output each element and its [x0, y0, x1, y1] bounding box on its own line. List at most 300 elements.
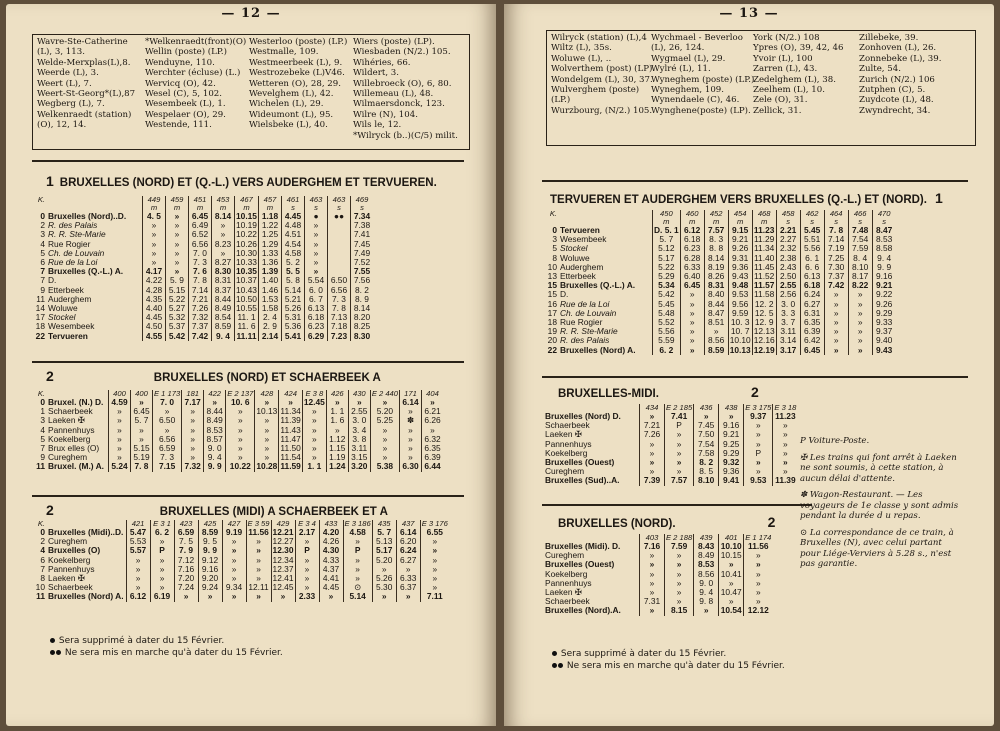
time-cell: » [348, 398, 370, 407]
time-cell: 1.24 [326, 462, 348, 471]
index-entry: Weert-St-Georg*(L),87 [37, 89, 136, 100]
station-name: Wesembeek [48, 321, 95, 332]
index-entry: Willemeau (L), 48. [353, 89, 434, 100]
time-cell: 6.42 [800, 336, 824, 345]
index-entry: Wyneghem (poste) (LP.) [651, 74, 755, 85]
train-number: 451 [189, 196, 212, 204]
station-name: Bruxelles (Midi). D. [545, 541, 621, 551]
time-cell: » [744, 440, 773, 449]
train-number: 400 [131, 390, 153, 398]
time-cell: » [295, 537, 319, 546]
timetable-row: 5 Ch. de Louvain » » 7. 0 » 10.30 1.33 4.58 » 7.49 [32, 249, 373, 258]
timetable-row: 4 Bruxelles (O) 5.57 P 7. 9 9. 9 » » 12.30 P 4.30 P 5.17 6.24 » [32, 546, 449, 555]
time-cell: 3.11 [776, 327, 800, 336]
time-cell: » [824, 336, 848, 345]
time-cell: 4.33 [319, 556, 343, 565]
time-cell: » [212, 221, 235, 230]
time-cell: 7.37 [824, 272, 848, 281]
time-cell: » [343, 537, 372, 546]
time-cell: 7.12 [174, 556, 198, 565]
station-name: Schaerbeek [48, 406, 93, 417]
time-cell: » [246, 592, 271, 601]
time-cell: 12. 5 [752, 309, 776, 318]
time-cell: » [226, 407, 255, 416]
time-cell: 11.29 [754, 234, 775, 245]
time-cell: 1. 6 [326, 416, 348, 425]
time-cell: 8.58 [872, 244, 896, 253]
index-entry: Welde-Merxplas(L),8. [37, 57, 131, 68]
footnote-start: Ne sera mis en marche qu'à dater du 15 Février. [50, 648, 283, 659]
time-cell: 5.59 [653, 336, 681, 345]
note-laeken: ✠ Les trains qui font arrêt à Laeken ne sont soumis, à cette station, à aucun délai d'attente. [800, 452, 957, 484]
time-cell: » [343, 565, 372, 574]
timetable-1-title: 1 BRUXELLES (NORD) ET (Q.-L.) VERS AUDERGHEM ET TERVUEREN. [46, 173, 437, 189]
time-cell: 7. 8 [131, 462, 153, 471]
time-cell: » [166, 249, 189, 258]
index-entry: Yvoir (L), 100 [753, 53, 813, 64]
time-cell: 7. 8 [824, 226, 848, 235]
time-cell: 10.50 [236, 293, 257, 304]
time-cell: 9.19 [222, 528, 246, 537]
time-cell: » [182, 407, 204, 416]
time-cell: 12. 9 [752, 318, 776, 327]
time-cell: » [131, 435, 153, 444]
timetable-1-right [544, 210, 896, 355]
time-cell: » [343, 556, 372, 565]
km-header: K. [37, 519, 45, 528]
time-cell: 1.33 [258, 249, 281, 258]
station-name: Cureghem [48, 452, 88, 463]
timetable-2-left [32, 390, 443, 472]
time-cell: 6.33 [396, 574, 420, 583]
train-number: 436 [694, 404, 719, 412]
time-cell: » [302, 453, 326, 462]
time-cell: » [255, 416, 279, 425]
time-cell: 9. 0 [694, 579, 719, 588]
time-cell: 8.27 [212, 258, 235, 267]
station-name: R. R. Ste-Marie [560, 326, 618, 337]
time-cell: ✽ [400, 416, 422, 425]
time-cell: 8.22 [848, 281, 872, 290]
time-cell: 6.56 [189, 240, 212, 249]
time-cell: 10. 7 [728, 327, 752, 336]
time-cell: 7.54 [694, 440, 719, 449]
timetable-row: 14 Woluwe 4.40 5.27 7.26 8.49 10.55 1.58 5.26 6.13 7. 8 8.14 [32, 304, 373, 313]
index-entry: Zele (O), 31. [753, 95, 808, 106]
index-entry: Woluwe (L), .. [551, 53, 612, 64]
time-cell: » [719, 560, 744, 569]
page-number-right: — 13 — [719, 6, 779, 21]
time-cell: » [271, 592, 295, 601]
station-name: Pannenhuys [48, 563, 95, 574]
time-cell: 11.50 [280, 443, 301, 454]
time-cell: 12.37 [272, 563, 294, 574]
time-cell: 11.43 [280, 424, 301, 435]
time-cell: 12.30 [272, 545, 294, 556]
station-name: Bruxelles (Nord) D. [545, 411, 621, 421]
index-entry: Ypres (O), 39, 42, 46 [753, 43, 844, 54]
time-cell: » [182, 426, 204, 435]
time-cell: » [150, 565, 174, 574]
time-cell: 11.47 [280, 433, 301, 444]
train-number: 421 [126, 520, 150, 528]
time-cell: » [773, 430, 798, 439]
station-name: R. des Palais [48, 220, 98, 231]
time-cell: » [370, 426, 399, 435]
time-cell: 6.33 [680, 263, 704, 272]
time-cell: 11.59 [280, 461, 301, 472]
timetable-row: 11 Auderghem 4.35 5.22 7.21 8.44 10.50 1.53 5.21 6. 7 7. 3 8. 9 [32, 295, 373, 304]
train-number: 426 [326, 390, 348, 398]
time-cell: » [640, 588, 665, 597]
index-entry: York (N/2.) 108 [753, 33, 820, 43]
time-cell: 5.12 [653, 244, 681, 253]
time-cell: » [109, 426, 131, 435]
train-number: 430 [348, 390, 370, 398]
train-number: E 3 8 [302, 390, 326, 398]
time-cell: 7. 8 [189, 276, 212, 285]
time-cell: 10.10 [729, 335, 751, 346]
time-cell: 8.49 [204, 416, 226, 425]
station-name: Cureghem [545, 466, 585, 477]
time-cell: » [665, 588, 694, 597]
time-cell: 8. 5 [694, 467, 719, 476]
time-cell: 11.56 [744, 542, 773, 551]
time-cell: » [665, 579, 694, 588]
time-cell: 7.42 [824, 281, 848, 290]
time-cell: 8.53 [204, 426, 226, 435]
index-column-2 [651, 33, 754, 116]
time-cell: » [719, 412, 744, 421]
time-cell: » [773, 449, 798, 458]
time-cell: 7.16 [174, 565, 198, 574]
note-post-car: P Voiture-Poste. [800, 436, 870, 446]
divider [542, 180, 968, 182]
time-cell: 5.17 [372, 546, 396, 555]
timetable-row: 15 Bruxelles (Q.-L.) A. 5.34 6.45 8.31 9.48 11.57 2.55 6.18 7.42 8.22 9.21 [544, 281, 896, 290]
time-cell: 7.13 [327, 313, 350, 322]
time-cell: 8.14 [704, 254, 728, 263]
time-cell: 7.21 [640, 421, 665, 430]
index-entry: Wiesbaden (N/2.) 105. [353, 47, 451, 58]
time-cell: 9. 9 [204, 462, 226, 471]
time-cell: 10.35 [236, 266, 257, 277]
time-cell: ● [304, 212, 327, 221]
index-entry: Wesembeek (L), 1. [145, 99, 226, 110]
index-entry: Wegberg (L), 7. [37, 99, 105, 110]
time-cell: 7.18 [327, 322, 350, 331]
index-entry: Wellin (poste) (LP.) [145, 47, 227, 58]
train-number: E 3 4 [295, 520, 319, 528]
timetable-row: 0 Bruxelles (Nord)..D. 4. 5 » 6.45 8.14 10.15 1.18 4.45 ● ●● 7.34 [32, 212, 373, 221]
time-cell: » [143, 258, 166, 267]
time-cell: 6.13 [800, 272, 824, 281]
train-number: 401 [719, 534, 744, 542]
index-entry: Wynghene(poste) (LP). [651, 105, 751, 116]
station-name: Bruxel. (N.) D. [48, 397, 104, 407]
station-name: Rue de la Loi [48, 257, 98, 268]
time-cell: » [744, 458, 773, 467]
train-number: 457 [258, 196, 281, 204]
time-cell: » [222, 565, 246, 574]
time-cell: 8.25 [350, 322, 373, 331]
time-cell: » [143, 240, 166, 249]
time-cell: » [126, 556, 150, 565]
time-cell: 6. 1 [800, 254, 824, 263]
time-cell: 5.15 [166, 286, 189, 295]
index-entry: Zellick, 31. [753, 105, 802, 116]
time-cell: 7.32 [189, 313, 212, 322]
time-cell: 11.11 [236, 330, 257, 341]
index-entry: (O), 12, 14. [37, 120, 87, 131]
index-entry: Wyneghem, 109. [651, 85, 724, 96]
time-cell: 11.58 [754, 289, 775, 300]
time-cell: » [126, 565, 150, 574]
time-cell: 9. 9 [198, 546, 222, 555]
time-cell: 10.10 [719, 542, 744, 551]
timetable-row: 19 R. R. Ste-Marie 5.56 » » 10. 7 12.13 3.11 6.39 » » 9.37 [544, 327, 896, 336]
timetable-row: 8 Woluwe 5.17 6.28 8.14 9.31 11.40 2.38 6. 1 7.25 8. 4 9. 4 [544, 254, 896, 263]
index-entry: Wilmaersdonck, 123. [353, 99, 445, 110]
time-cell: 6.32 [422, 435, 444, 444]
train-class: m [752, 218, 776, 226]
train-number: E 3 176 [421, 519, 448, 528]
time-cell: » [744, 588, 773, 597]
index-entry: *Wilryck (b..)(C/5) milit. [353, 130, 458, 141]
time-cell: 10.13 [729, 344, 751, 355]
time-cell: 9. 4 [204, 453, 226, 462]
time-cell: » [304, 249, 327, 258]
time-cell: 11.54 [280, 452, 301, 463]
time-cell: » [222, 592, 246, 601]
time-cell: 9.36 [719, 467, 744, 476]
time-cell: 8.59 [704, 346, 728, 355]
time-cell: 7.14 [189, 286, 212, 295]
time-cell: 8.51 [704, 318, 728, 327]
index-column-4 [353, 37, 458, 141]
time-cell: 7. 0 [153, 398, 182, 407]
time-cell: 8.30 [350, 332, 373, 341]
time-cell: 12. 2 [752, 300, 776, 309]
train-number: E 1 174 [745, 533, 772, 542]
time-cell: 8.26 [704, 272, 728, 281]
time-cell: 6.45 [800, 346, 824, 355]
time-cell: 6.12 [680, 226, 704, 235]
train-number: 467 [235, 196, 259, 204]
time-cell: 5.53 [126, 537, 150, 546]
time-cell: 10.15 [236, 211, 257, 221]
station-name: Bruxelles (Nord) A. [560, 344, 636, 355]
time-cell: » [222, 546, 246, 555]
time-cell: 9.53 [744, 476, 773, 485]
time-cell: » [109, 444, 131, 453]
train-class: s [800, 218, 824, 226]
index-entry: Westende, 111. [145, 120, 212, 131]
time-cell: 7.52 [350, 258, 373, 267]
time-cell: 12.11 [246, 583, 271, 592]
time-cell: » [222, 556, 246, 565]
time-cell: 5.22 [166, 295, 189, 304]
station-name: Auderghem [48, 293, 92, 304]
time-cell: 2.21 [776, 226, 800, 235]
time-cell: » [326, 426, 348, 435]
time-cell: 4.45 [143, 313, 166, 322]
time-cell: » [422, 426, 444, 435]
index-entry: Westrozebeke (L)V46. [249, 68, 345, 79]
index-column-1 [37, 37, 135, 131]
index-entry: Westerloo (poste) (LP.) [249, 37, 348, 47]
timetable-row: 0 Tervueren D. 5. 1 6.12 7.57 9.15 11.23 2.21 5.45 7. 8 7.48 8.47 [544, 226, 896, 235]
time-cell: 6. 2 [653, 346, 681, 355]
station-name: Auderghem [560, 261, 604, 272]
timetable-row: 3 Laeken ✠ » 5. 7 6.50 » 8.49 » » 11.39 » 1. 6 3. 0 5.25 ✽ 6.26 [32, 416, 443, 425]
index-entry: Wondelgem (L), 30, 37. [551, 74, 653, 85]
station-name: Laeken ✠ [48, 415, 85, 426]
index-entry: Westmeerbeek (L), 9. [249, 57, 343, 68]
time-cell: 11.34 [280, 406, 301, 417]
index-entry: Wygmael (L), 29. [651, 53, 726, 64]
time-cell: 9.59 [728, 309, 752, 318]
time-cell: » [665, 560, 694, 569]
index-entry: Welkenraedt (station) [37, 109, 132, 120]
time-cell: 7. 8 [327, 304, 350, 313]
time-cell: 6.59 [174, 528, 198, 537]
index-column-1 [551, 33, 655, 116]
train-class: s [776, 218, 800, 226]
time-cell: » [226, 435, 255, 444]
time-cell: » [150, 583, 174, 592]
time-cell: 7. 9 [174, 546, 198, 555]
time-cell: 9.16 [872, 272, 896, 281]
train-number: 466 [848, 210, 872, 218]
time-cell: 10.15 [719, 551, 744, 560]
time-cell: 9.37 [872, 327, 896, 336]
time-cell: » [640, 606, 665, 615]
time-cell: 9. 9 [872, 263, 896, 272]
index-entry: Wilre (N), 104. [353, 109, 418, 120]
km-header: K. [549, 209, 557, 218]
time-cell: 5.38 [370, 462, 399, 471]
time-cell: 11.57 [753, 280, 775, 291]
time-cell: » [166, 230, 189, 239]
time-cell: 7.58 [694, 449, 719, 458]
time-cell: 6. 0 [304, 286, 327, 295]
divider [542, 504, 812, 506]
time-cell: 1.19 [326, 453, 348, 462]
timetable-3-right [544, 534, 772, 616]
time-cell: 8.17 [848, 272, 872, 281]
train-number: 422 [204, 390, 226, 398]
time-cell: 8.59 [198, 528, 222, 537]
station-name: Cureghem [48, 536, 88, 547]
station-index-right [546, 30, 976, 146]
time-cell: » [304, 230, 327, 239]
time-cell: 8.20 [350, 313, 373, 322]
time-cell: » [319, 592, 343, 601]
time-cell: 8.30 [212, 267, 235, 276]
time-cell: 2.55 [348, 407, 370, 416]
time-cell [327, 221, 350, 230]
time-cell: » [640, 467, 665, 476]
time-cell: 11.34 [754, 243, 775, 254]
time-cell: » [824, 327, 848, 336]
time-cell: » [824, 318, 848, 327]
time-cell: P [343, 546, 372, 555]
time-cell: 4.51 [281, 230, 304, 239]
time-cell: 6.14 [400, 398, 422, 407]
time-cell: » [665, 551, 694, 560]
timetable-3-left [32, 520, 449, 602]
time-cell: 12.45 [272, 582, 294, 593]
time-cell: » [680, 300, 704, 309]
time-cell: 1.39 [258, 267, 281, 276]
time-cell: 11. 6 [235, 322, 259, 331]
time-cell: 5.36 [281, 322, 304, 331]
time-cell: » [370, 435, 399, 444]
time-cell: 7.50 [694, 430, 719, 439]
time-cell: 6. 2 [150, 528, 174, 537]
station-name: Rue Rogier [560, 317, 603, 328]
train-number: 463 [304, 196, 327, 204]
time-cell: 5.14 [343, 592, 372, 601]
time-cell: 12.45 [303, 397, 325, 407]
station-name: Bruxel. (M.) A. [48, 461, 104, 472]
time-cell: » [166, 267, 189, 276]
station-name: Schaerbeek [545, 420, 590, 431]
time-cell: 1.58 [258, 304, 281, 313]
train-class: s [304, 204, 327, 212]
time-cell: » [396, 592, 420, 601]
index-entry: *Welkenraedt(front)(O) [145, 37, 247, 47]
time-cell: 6.49 [189, 221, 212, 230]
time-cell: 10.19 [236, 220, 257, 231]
time-cell: 3.11 [348, 444, 370, 453]
time-cell: 6.40 [680, 272, 704, 281]
station-name: D. [560, 289, 569, 300]
train-number: 427 [222, 520, 246, 528]
time-cell: » [295, 556, 319, 565]
time-cell: 6.45 [680, 281, 704, 290]
time-cell: » [848, 327, 872, 336]
time-cell: » [166, 221, 189, 230]
time-cell: » [824, 346, 848, 355]
time-cell: 6.44 [422, 462, 444, 471]
time-cell: 8.14 [350, 304, 373, 313]
time-cell: 1.22 [258, 221, 281, 230]
time-cell: 9.29 [872, 309, 896, 318]
time-cell: 9.36 [728, 263, 752, 272]
time-cell: 6.18 [304, 313, 327, 322]
index-entry: Wetteren (O), 28, 29. [249, 78, 341, 89]
time-cell: » [420, 574, 449, 583]
time-cell: » [279, 398, 303, 407]
time-cell: » [166, 258, 189, 267]
time-cell: » [744, 430, 773, 439]
time-cell: 2.32 [776, 244, 800, 253]
time-cell: » [222, 574, 246, 583]
time-cell: 9. 4 [212, 332, 235, 341]
time-cell: 11. 1 [235, 313, 259, 322]
time-cell: D. 5. 1 [654, 225, 679, 235]
time-cell: » [370, 444, 399, 453]
time-cell: 2.56 [776, 290, 800, 299]
time-cell: 8.56 [694, 570, 719, 579]
time-cell: 9.29 [719, 449, 744, 458]
train-number: E 3 1 [150, 520, 174, 528]
note-correspondence: ⊙ La correspondance de ce train, à Bruxelles (N), avec celui partant pour Liége-Verviers à 5.28 s., n'est pas garantie. [800, 527, 954, 569]
time-cell: » [295, 574, 319, 583]
time-cell: 7.26 [189, 304, 212, 313]
